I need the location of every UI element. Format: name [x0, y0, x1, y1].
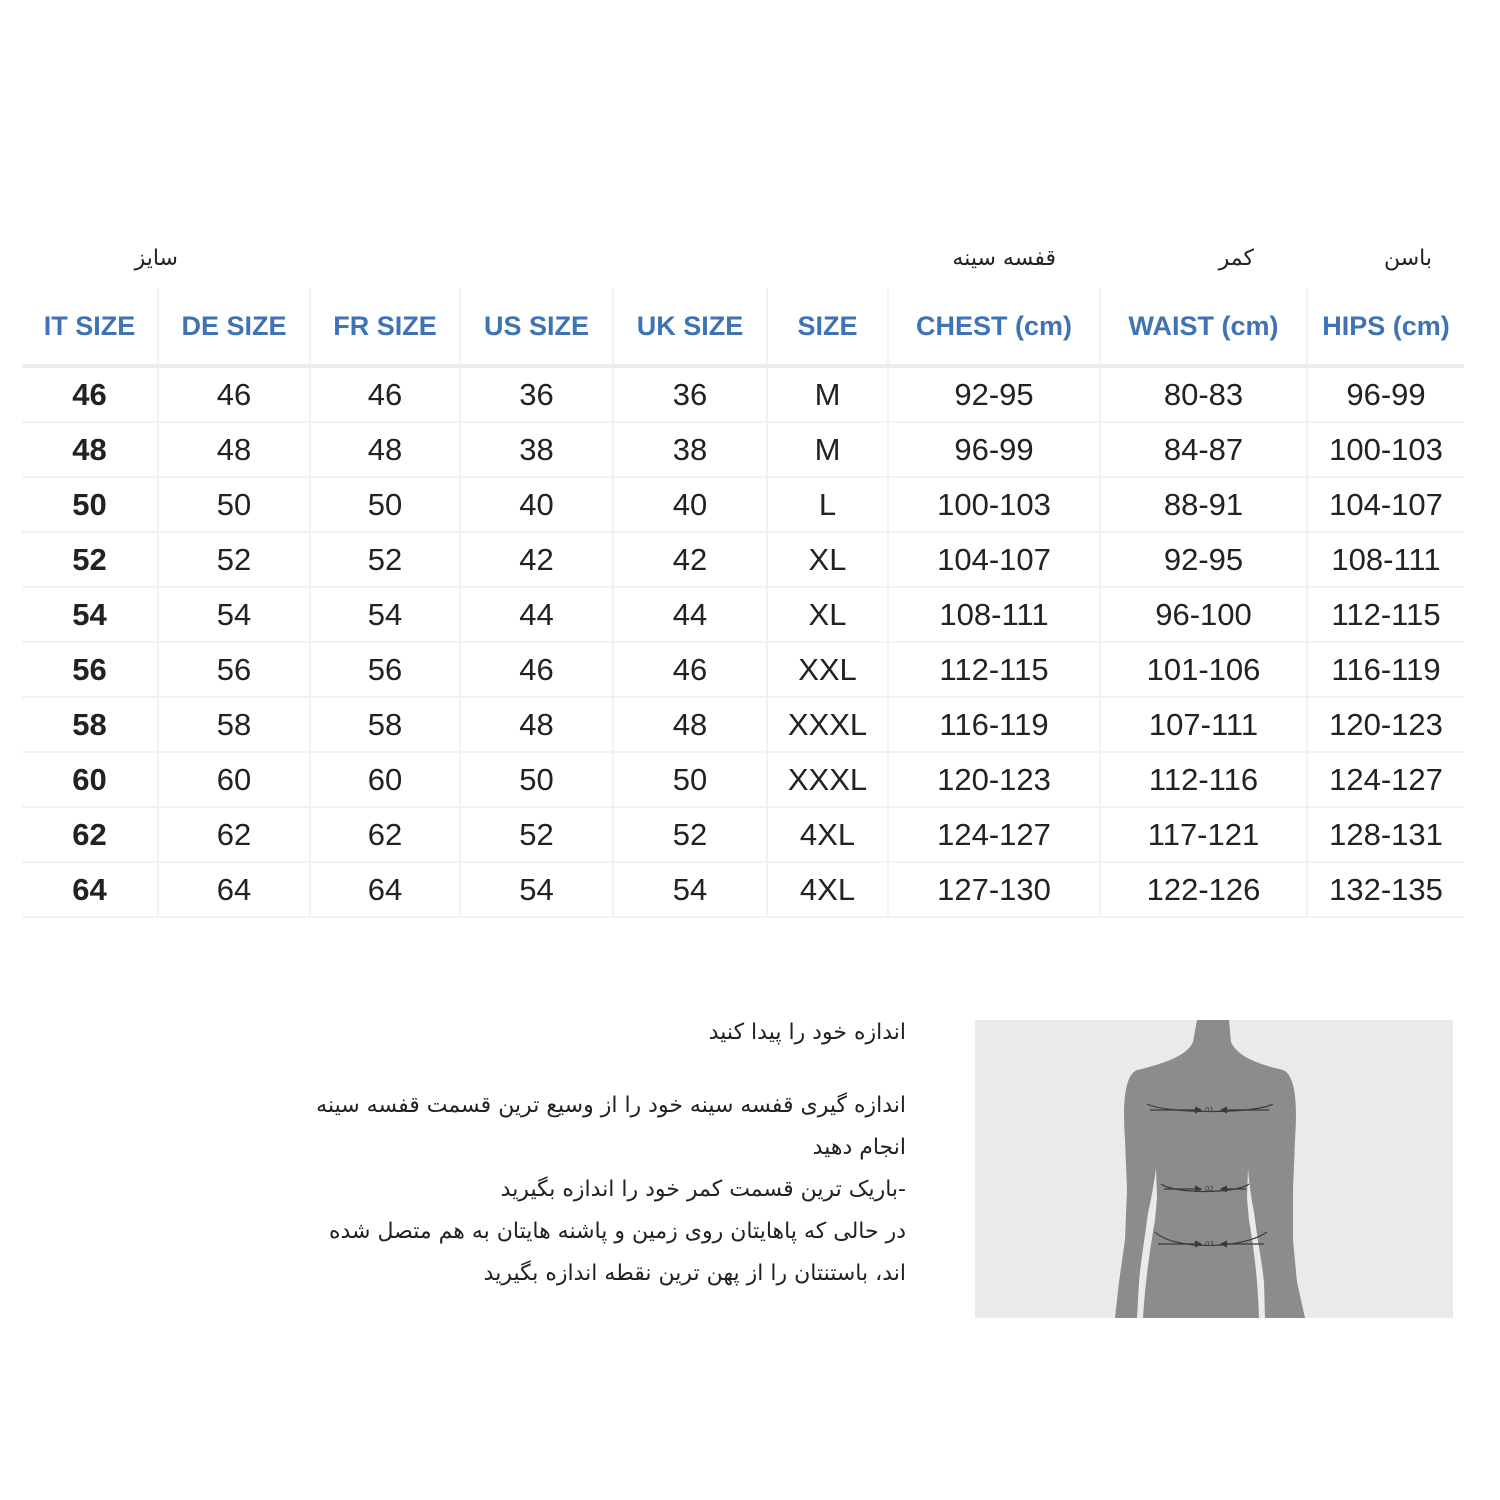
- col-header-waist: WAIST (cm): [1100, 288, 1307, 366]
- cell-us-size: 54: [460, 862, 613, 917]
- cell-waist: 117-121: [1100, 807, 1307, 862]
- cell-uk-size: 36: [613, 366, 767, 422]
- cell-fr-size: 62: [310, 807, 460, 862]
- body-silhouette: [1115, 1020, 1305, 1318]
- cell-de-size: 64: [158, 862, 310, 917]
- cell-fr-size: 56: [310, 642, 460, 697]
- waist-marker-label: 02: [1205, 1185, 1214, 1193]
- cell-hips: 116-119: [1307, 642, 1464, 697]
- instruction-line: در حالی که پاهایتان روی زمین و پاشنه هایتان به هم متصل شده: [328, 1219, 906, 1244]
- cell-fr-size: 54: [310, 587, 460, 642]
- cell-hips: 100-103: [1307, 422, 1464, 477]
- cell-waist: 88-91: [1100, 477, 1307, 532]
- cell-hips: 120-123: [1307, 697, 1464, 752]
- table-row: [22, 422, 1464, 477]
- cell-de-size: 58: [158, 697, 310, 752]
- cell-fr-size: 50: [310, 477, 460, 532]
- instruction-line: اندازه گیری قفسه سینه خود را از وسیع ترین قسمت قفسه سینه: [316, 1093, 906, 1118]
- cell-hips: 108-111: [1307, 532, 1464, 587]
- cell-waist: 107-111: [1100, 697, 1307, 752]
- size-chart-table: [22, 288, 1464, 918]
- cell-uk-size: 52: [613, 807, 767, 862]
- cell-uk-size: 48: [613, 697, 767, 752]
- cell-size: M: [767, 422, 888, 477]
- col-header-size: SIZE: [767, 288, 888, 366]
- cell-it-size: 60: [22, 752, 158, 807]
- cell-uk-size: 44: [613, 587, 767, 642]
- col-header-de-size: DE SIZE: [158, 288, 310, 366]
- cell-waist: 112-116: [1100, 752, 1307, 807]
- cell-fr-size: 64: [310, 862, 460, 917]
- cell-size: M: [767, 366, 888, 422]
- cell-size: XL: [767, 587, 888, 642]
- cell-uk-size: 50: [613, 752, 767, 807]
- cell-uk-size: 40: [613, 477, 767, 532]
- cell-de-size: 52: [158, 532, 310, 587]
- cell-hips: 104-107: [1307, 477, 1464, 532]
- col-header-us-size: US SIZE: [460, 288, 613, 366]
- cell-hips: 128-131: [1307, 807, 1464, 862]
- cell-uk-size: 42: [613, 532, 767, 587]
- cell-chest: 120-123: [888, 752, 1100, 807]
- cell-de-size: 56: [158, 642, 310, 697]
- cell-de-size: 48: [158, 422, 310, 477]
- cell-chest: 100-103: [888, 477, 1100, 532]
- cell-waist: 101-106: [1100, 642, 1307, 697]
- cell-us-size: 36: [460, 366, 613, 422]
- cell-us-size: 52: [460, 807, 613, 862]
- cell-us-size: 44: [460, 587, 613, 642]
- cell-fr-size: 58: [310, 697, 460, 752]
- table-header-row: [22, 288, 1464, 366]
- cell-chest: 112-115: [888, 642, 1100, 697]
- cell-us-size: 50: [460, 752, 613, 807]
- table-row: [22, 366, 1464, 422]
- instruction-line: اند، باستنتان را از پهن ترین نقطه اندازه بگیرید: [483, 1261, 906, 1286]
- cell-us-size: 38: [460, 422, 613, 477]
- chest-heading-fa: قفسه سینه: [952, 246, 1056, 271]
- table-row: [22, 697, 1464, 752]
- hips-heading-fa: باسن: [1383, 246, 1432, 271]
- table-row: [22, 807, 1464, 862]
- body-silhouette-svg: [975, 1020, 1453, 1318]
- cell-chest: 127-130: [888, 862, 1100, 917]
- cell-chest: 96-99: [888, 422, 1100, 477]
- col-header-chest: CHEST (cm): [888, 288, 1100, 366]
- cell-us-size: 48: [460, 697, 613, 752]
- cell-it-size: 62: [22, 807, 158, 862]
- cell-size: 4XL: [767, 807, 888, 862]
- cell-waist: 96-100: [1100, 587, 1307, 642]
- cell-waist: 122-126: [1100, 862, 1307, 917]
- cell-fr-size: 52: [310, 532, 460, 587]
- cell-hips: 112-115: [1307, 587, 1464, 642]
- cell-de-size: 54: [158, 587, 310, 642]
- col-header-uk-size: UK SIZE: [613, 288, 767, 366]
- cell-uk-size: 54: [613, 862, 767, 917]
- col-header-fr-size: FR SIZE: [310, 288, 460, 366]
- table-body: [22, 366, 1464, 917]
- cell-it-size: 48: [22, 422, 158, 477]
- cell-fr-size: 60: [310, 752, 460, 807]
- cell-it-size: 56: [22, 642, 158, 697]
- cell-fr-size: 46: [310, 366, 460, 422]
- cell-de-size: 46: [158, 366, 310, 422]
- cell-uk-size: 46: [613, 642, 767, 697]
- table-row: [22, 752, 1464, 807]
- cell-it-size: 54: [22, 587, 158, 642]
- cell-it-size: 52: [22, 532, 158, 587]
- hips-marker-label: 03: [1205, 1240, 1214, 1248]
- col-header-it-size: IT SIZE: [22, 288, 158, 366]
- cell-it-size: 50: [22, 477, 158, 532]
- cell-us-size: 46: [460, 642, 613, 697]
- cell-hips: 96-99: [1307, 366, 1464, 422]
- cell-size: XXXL: [767, 752, 888, 807]
- cell-chest: 108-111: [888, 587, 1100, 642]
- cell-chest: 116-119: [888, 697, 1100, 752]
- col-header-hips: HIPS (cm): [1307, 288, 1464, 366]
- cell-chest: 104-107: [888, 532, 1100, 587]
- instruction-line: انجام دهید: [812, 1135, 906, 1160]
- cell-waist: 84-87: [1100, 422, 1307, 477]
- measurement-instructions: [140, 1020, 906, 1295]
- cell-chest: 92-95: [888, 366, 1100, 422]
- table-row: [22, 587, 1464, 642]
- cell-it-size: 64: [22, 862, 158, 917]
- cell-hips: 132-135: [1307, 862, 1464, 917]
- cell-size: 4XL: [767, 862, 888, 917]
- cell-hips: 124-127: [1307, 752, 1464, 807]
- cell-uk-size: 38: [613, 422, 767, 477]
- table-row: [22, 532, 1464, 587]
- cell-chest: 124-127: [888, 807, 1100, 862]
- cell-fr-size: 48: [310, 422, 460, 477]
- cell-it-size: 46: [22, 366, 158, 422]
- cell-waist: 92-95: [1100, 532, 1307, 587]
- cell-size: XL: [767, 532, 888, 587]
- waist-heading-fa: کمر: [1218, 246, 1254, 271]
- cell-size: XXXL: [767, 697, 888, 752]
- cell-us-size: 40: [460, 477, 613, 532]
- table-row: [22, 642, 1464, 697]
- cell-waist: 80-83: [1100, 366, 1307, 422]
- cell-size: XXL: [767, 642, 888, 697]
- cell-it-size: 58: [22, 697, 158, 752]
- cell-de-size: 60: [158, 752, 310, 807]
- chest-marker-label: 01: [1205, 1106, 1214, 1114]
- cell-size: L: [767, 477, 888, 532]
- cell-de-size: 50: [158, 477, 310, 532]
- table-row: [22, 477, 1464, 532]
- instructions-title: اندازه خود را پیدا کنید: [708, 1020, 906, 1045]
- cell-us-size: 42: [460, 532, 613, 587]
- body-measurement-figure: [975, 1020, 1453, 1318]
- cell-de-size: 62: [158, 807, 310, 862]
- instruction-line: -باریک ترین قسمت کمر خود را اندازه بگیرید: [500, 1177, 906, 1202]
- size-heading-fa: سایز: [134, 246, 178, 271]
- table-row: [22, 862, 1464, 917]
